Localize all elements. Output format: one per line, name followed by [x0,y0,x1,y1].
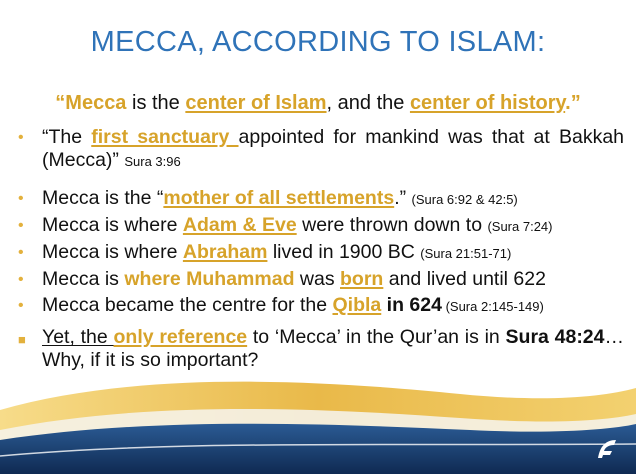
stylized-f-logo-icon [594,436,620,462]
footer-wave-decoration [0,360,636,474]
item-highlight: where Muhammad [124,268,295,290]
quote-text-1: is the [126,92,186,114]
item-highlight: Abraham [182,241,268,263]
item-highlight-born: born [340,268,384,290]
item-highlight: only reference [113,326,248,348]
square-bullet-icon: ■ [18,332,26,347]
bullet-icon: • [18,129,24,146]
item-highlight: Adam & Eve [182,214,297,236]
quote-line [0,92,636,115]
item-text: …Why, if it is so important? [42,326,624,371]
item-bold: Sura 48:24 [505,326,605,348]
item-text: appointed for mankind was that at Bakkah (Mecca)” [42,126,625,171]
item-text: Mecca is the “ [42,187,164,209]
quote-close: .” [565,92,581,114]
bullet-list [18,126,624,372]
list-item [18,241,624,265]
bullet-icon: • [18,271,24,288]
item-text: lived in 1900 BC [267,241,421,263]
item-text: and lived until 622 [383,268,546,290]
list-item [18,268,624,291]
quote-open-mark: “ [55,92,66,114]
wave-graphic [0,360,636,474]
item-text: was [294,268,340,290]
item-highlight: Qibla [332,294,382,316]
list-item [18,214,624,238]
item-reference: (Sura 6:92 & 42:5) [411,192,518,207]
item-reference: (Sura 2:145-149) [441,299,544,314]
quote-center-of-history: center of history [409,92,566,114]
slide-title: MECCA, ACCORDING TO ISLAM: [90,26,546,58]
item-text: .” [394,187,412,209]
item-highlight: mother of all settlements [163,187,395,209]
item-bold: in 624 [381,294,442,316]
bullet-icon: • [18,217,24,234]
item-text: Mecca is [42,268,125,290]
item-text: “The [42,126,92,148]
item-reference: (Sura 21:51-71) [420,246,512,261]
item-text: Mecca is where [42,241,183,263]
quote-text-2: , and the [326,92,410,114]
item-text: Mecca is where [42,214,183,236]
bullet-icon: • [18,297,24,314]
list-item [18,294,624,318]
item-reference: Sura 3:96 [124,154,181,169]
item-text: were thrown down to [296,214,488,236]
item-text: to ‘Mecca’ in the Qur’an is in [247,326,506,348]
list-item [18,126,624,173]
item-text: Yet, the [42,326,114,348]
item-highlight: first sanctuary [91,126,239,148]
quote-mecca: Mecca [65,92,127,114]
item-text: Mecca became the centre for the [42,294,333,316]
list-item [18,187,624,211]
item-reference: (Sura 7:24) [487,219,553,234]
bullet-icon: • [18,244,24,261]
quote-center-of-islam: center of Islam [185,92,327,114]
bullet-icon: • [18,190,24,207]
